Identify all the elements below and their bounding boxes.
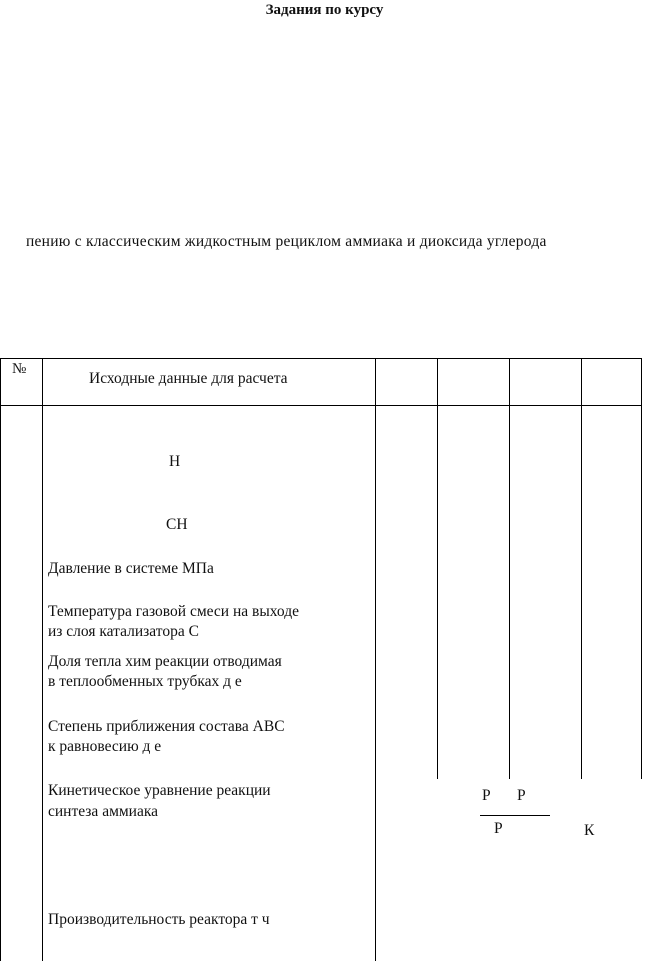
table-right-border [641,358,642,779]
row-hydrogen: Н [169,453,181,470]
row-productivity: Производительность реактора т ч [48,911,270,928]
page-title: Задания по курсу [265,2,384,18]
row-kinetics-line2: синтеза аммиака [48,803,159,820]
column-divider-number [42,358,43,961]
intro-text-fragment: пению с классическим жидкостным рециклом аммиака и диоксида углерода [26,233,547,250]
formula-numerator-p1: Р [482,787,491,804]
row-kinetics-line1: Кинетическое уравнение реакции [48,782,271,799]
row-heat-share-line1: Доля тепла хим реакции отводимая [48,653,282,670]
header-number: № [12,361,27,377]
formula-fraction-bar [480,815,550,816]
table-top-border [0,358,642,359]
row-methane: СН [166,516,188,533]
row-temperature-line1: Температура газовой смеси на выходе [48,603,299,620]
column-divider-5 [581,358,582,779]
row-equilibrium-line2: к равновесию д е [48,738,162,755]
row-equilibrium-line1: Степень приближения состава АВС [48,718,285,735]
formula-constant-k: К [584,822,595,839]
table-header-divider [0,405,642,406]
column-divider-description [375,358,376,961]
table-left-border [0,358,1,961]
column-divider-3 [437,358,438,779]
formula-denominator-p: Р [494,820,503,837]
column-divider-4 [509,358,510,779]
row-pressure: Давление в системе МПа [48,560,214,577]
formula-numerator-p2: Р [517,787,526,804]
row-temperature-line2: из слоя катализатора С [48,623,199,640]
row-heat-share-line2: в теплообменных трубках д е [48,673,242,690]
header-description: Исходные данные для расчета [89,370,288,387]
